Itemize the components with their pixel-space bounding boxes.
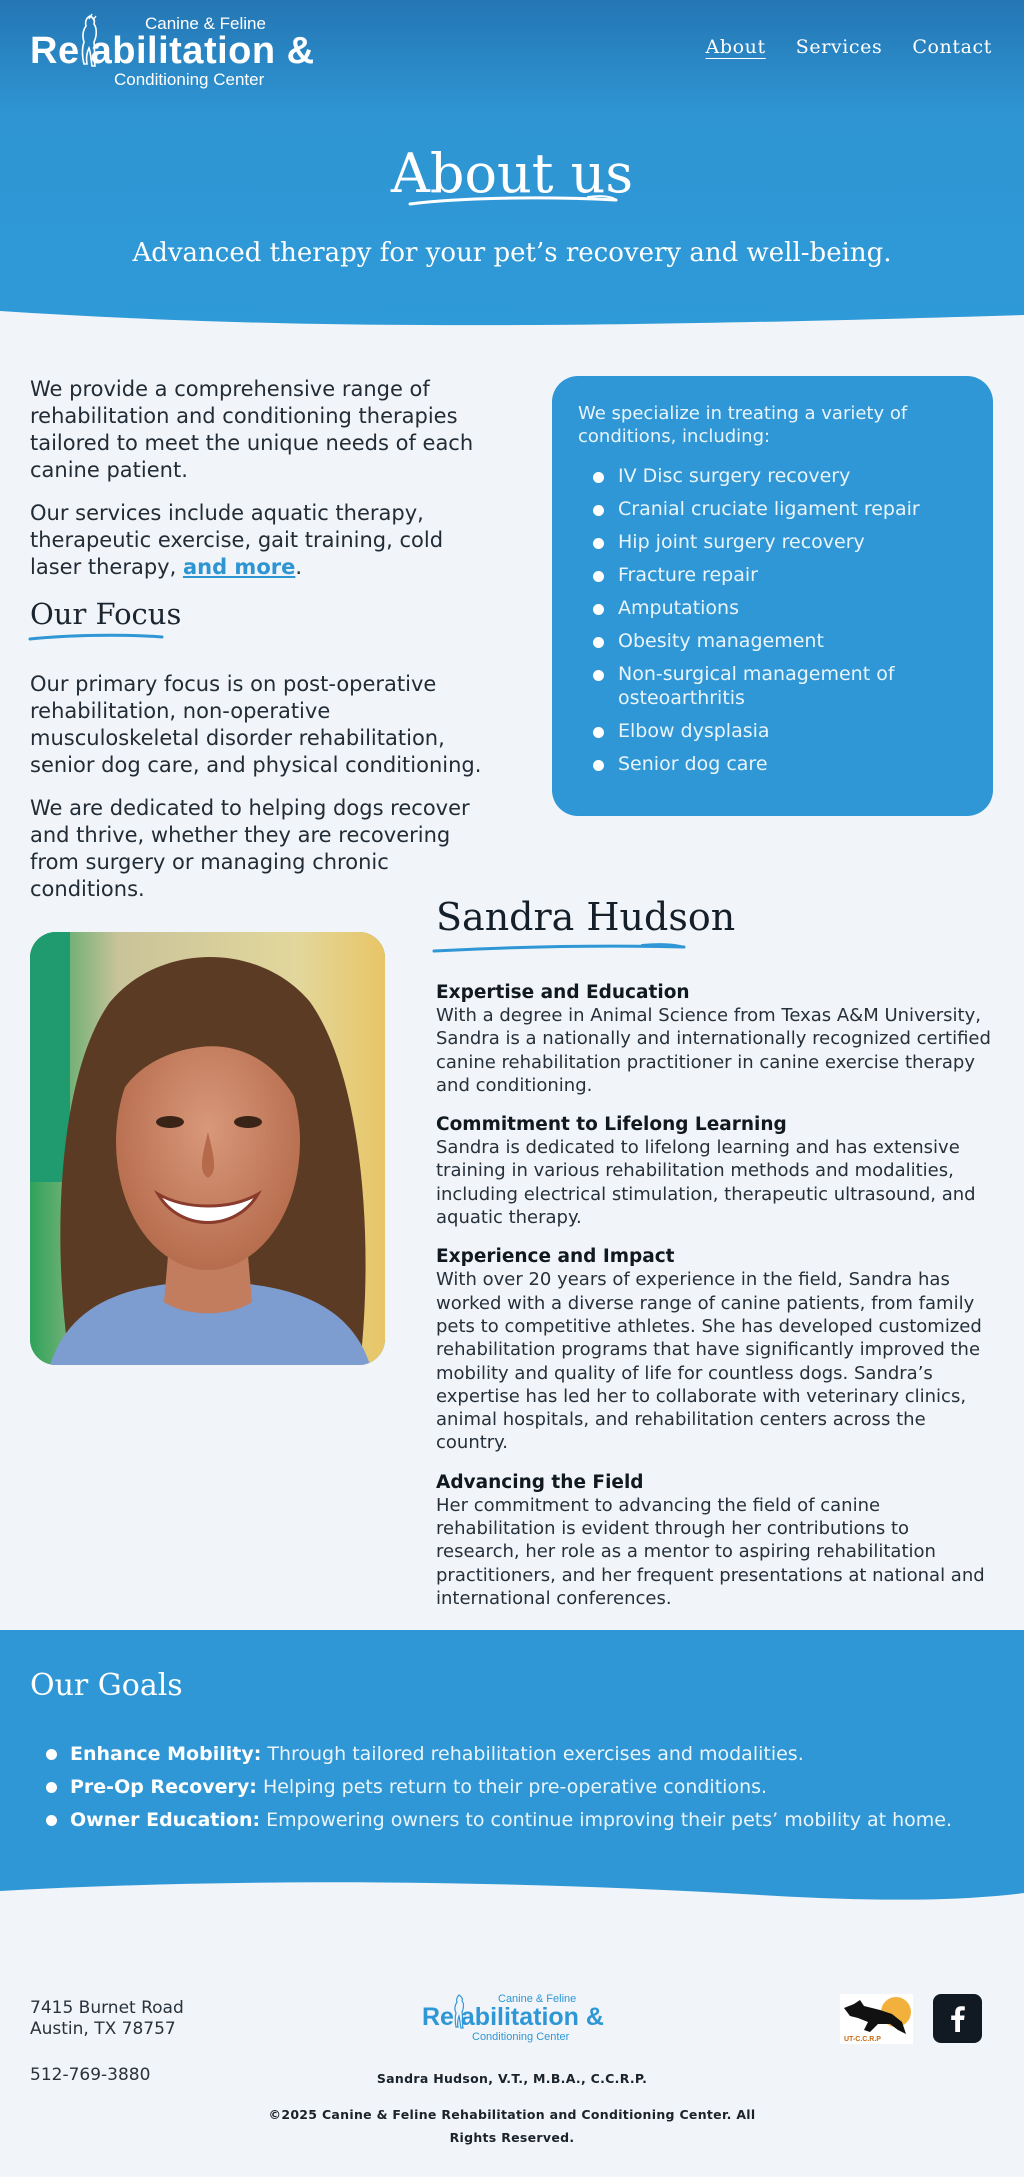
intro-text	[30, 376, 500, 919]
and-more-link[interactable]: and more	[182, 555, 296, 579]
goals-section	[0, 1630, 1024, 1910]
goals-wave-divider	[0, 1877, 1024, 1911]
footer-credentials: Sandra Hudson, V.T., M.B.A., C.C.R.P.	[376, 2071, 648, 2086]
bio-block-text: With a degree in Animal Science from Texas A&M University, Sandra is a nationally and internationally recognized certified canine rehabilitation practitioner in canine exercise therapy and conditioning.	[436, 1005, 991, 1096]
focus-heading-wrap	[30, 597, 500, 637]
site-footer	[0, 1910, 1024, 2177]
goal-label: Owner Education:	[70, 1809, 261, 1831]
address-line-2: Austin, TX 78757	[30, 2019, 176, 2039]
logo-wordmark: Re abilitation &	[30, 30, 315, 72]
top-navigation	[0, 0, 1024, 100]
ccrp-badge[interactable]	[840, 1994, 913, 2044]
footer-logo-tagline-top: Canine & Feline	[498, 1993, 577, 2005]
profile-photo	[30, 932, 385, 1365]
focus-underline-swoosh	[28, 632, 164, 642]
bio-block-text: Sandra is dedicated to lifelong learning and has extensive training in various rehabilitation methods and modalities, including electrical stimulation, therapeutic ultrasound, and aquatic therapy.	[436, 1137, 976, 1229]
conditions-list	[578, 464, 967, 776]
profile-name: Sandra Hudson	[436, 895, 736, 939]
profile-heading-wrap	[436, 895, 996, 981]
goal-text: Helping pets return to their pre-operative conditions.	[256, 1776, 768, 1798]
bio-block-title: Advancing the Field	[436, 1471, 644, 1493]
bio-block-title: Commitment to Lifelong Learning	[436, 1114, 787, 1136]
bio-block-expertise	[436, 981, 996, 1097]
goal-text: Empowering owners to continue improving their pets’ mobility at home.	[260, 1809, 953, 1831]
footer-copyright: ©2025 Canine & Feline Rehabilitation and Conditioning Center. All Rights Reserved.	[268, 2107, 756, 2145]
hero-banner	[0, 0, 1024, 340]
logo-tagline-bottom: Conditioning Center	[114, 70, 265, 89]
footer-logo-wordmark: Re abilitation &	[422, 2003, 604, 2031]
bio-block-text: With over 20 years of experience in the field, Sandra has worked with a diverse range of canine patients, from family pets to competitive athletes. She has developed customized rehabilitation programs that have significantly improved the mobility and quality of life for countless dogs. Sandra’s expertise has led her to collaborate with veterinary clinics, animal hospitals, and rehabilitation centers across the country.	[436, 1269, 982, 1454]
address-line-1: 7415 Burnet Road	[30, 1998, 184, 2018]
facebook-icon[interactable]	[933, 1994, 982, 2043]
condition-item: Non-surgical management of osteoarthritis	[578, 662, 967, 710]
bio-block-title: Expertise and Education	[436, 982, 690, 1003]
footer-logo[interactable]	[420, 1993, 604, 2048]
goal-label: Pre-Op Recovery:	[70, 1776, 257, 1798]
ccrp-label: UT-C.C.R.P	[844, 2036, 881, 2043]
bio-block-advancing	[436, 1471, 996, 1610]
condition-item: Fracture repair	[578, 563, 967, 587]
intro-paragraph-2	[30, 500, 500, 581]
intro-paragraph-2-text: Our services include aquatic therapy, therapeutic exercise, gait training, cold laser therapy,	[30, 501, 444, 579]
title-underline-swoosh	[408, 192, 618, 208]
condition-item: Elbow dysplasia	[578, 719, 967, 743]
logo-tagline-top: Canine & Feline	[145, 14, 266, 33]
ccrp-dog-logo	[840, 1994, 913, 2044]
hero-subtitle: Advanced therapy for your pet’s recovery and well-being.	[132, 238, 892, 268]
hero-wave-divider	[0, 305, 1024, 341]
goal-item	[46, 1808, 952, 1832]
footer-logo-tagline-bottom: Conditioning Center	[472, 2031, 570, 2043]
goal-item	[46, 1742, 952, 1766]
conditions-lead: We specialize in treating a variety of conditions, including:	[578, 403, 908, 447]
bio-block-experience	[436, 1245, 996, 1454]
focus-heading: Our Focus	[30, 597, 182, 631]
page-title: About us	[390, 142, 634, 205]
condition-item: Senior dog care	[578, 752, 967, 776]
condition-item: Cranial cruciate ligament repair	[578, 497, 967, 521]
footer-address	[30, 1998, 184, 2040]
condition-item: Hip joint surgery recovery	[578, 530, 967, 554]
condition-item: Obesity management	[578, 629, 967, 653]
profile-section	[0, 895, 1024, 1630]
conditions-card	[552, 376, 993, 816]
bio-block-learning	[436, 1113, 996, 1229]
nav-link-services[interactable]: Services	[795, 36, 883, 58]
focus-paragraph-1: Our primary focus is on post-operative rehabilitation, non-operative musculoskeletal disorder rehabilitation, senior dog care, and physical conditioning.	[30, 672, 482, 777]
condition-item: Amputations	[578, 596, 967, 620]
nav-link-about[interactable]: About	[705, 36, 766, 58]
goal-text: Through tailored rehabilitation exercises and modalities.	[261, 1743, 804, 1765]
bio-block-text: Her commitment to advancing the field of canine rehabilitation is evident through her contributions to research, her role as a mentor to aspiring rehabilitation practitioners, and her frequent presentations at national and international conferences.	[436, 1494, 985, 1609]
nav-link-contact[interactable]: Contact	[912, 36, 992, 58]
main-menu	[706, 36, 992, 58]
profile-bio	[436, 895, 996, 1626]
goal-label: Enhance Mobility:	[70, 1743, 262, 1765]
profile-photo-portrait	[30, 932, 385, 1365]
site-logo[interactable]	[30, 12, 320, 92]
profile-underline-swoosh	[432, 941, 686, 955]
intro-section	[0, 340, 1024, 901]
goals-heading: Our Goals	[30, 1668, 183, 1703]
goal-item	[46, 1775, 952, 1799]
focus-paragraph-2: We are dedicated to helping dogs recover and thrive, whether they are recovering from surgery or managing chronic conditions.	[30, 796, 470, 901]
condition-item: IV Disc surgery recovery	[578, 464, 967, 488]
bio-block-title: Experience and Impact	[436, 1246, 675, 1268]
goals-list	[46, 1742, 952, 1841]
intro-paragraph-2-end: .	[295, 555, 303, 579]
intro-paragraph-1: We provide a comprehensive range of rehabilitation and conditioning therapies tailored to meet the unique needs of each canine patient.	[30, 377, 474, 482]
footer-phone[interactable]: 512-769-3880	[30, 2065, 151, 2085]
